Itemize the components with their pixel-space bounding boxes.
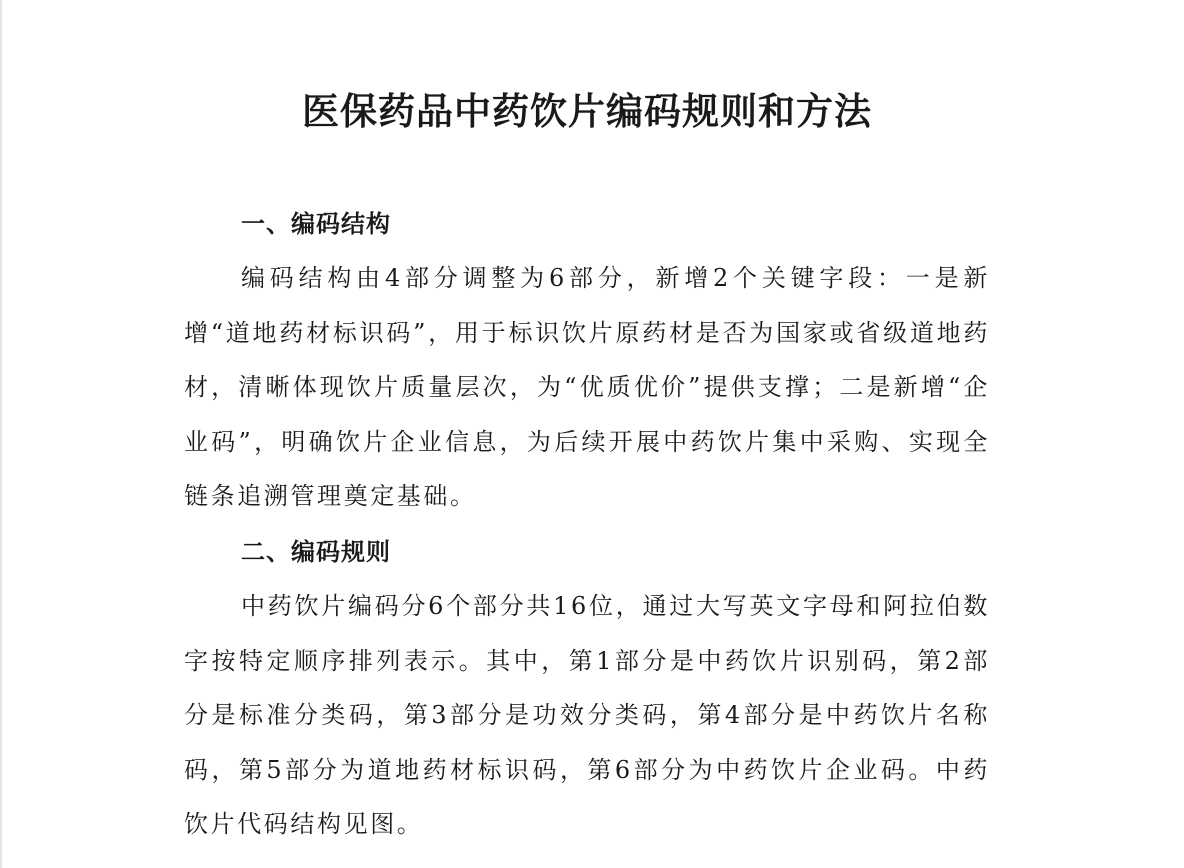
section-heading-encoding-rules: 二、编码规则: [241, 538, 391, 566]
section-paragraph-encoding-structure: 编码结构由4部分调整为6部分，新增2个关键字段：一是新增“道地药材标识码”，用于标识饮片原药材是否为国家或省级道地药材，清晰体现饮片质量层次，为“优质优价”提供支撑；二是新增“企业码”，明确饮片企业信息，为后续开展中药饮片集中采购、实现全链条追溯管理奠定基础。: [184, 264, 990, 511]
section-paragraph-encoding-rules: 中药饮片编码分6个部分共16位，通过大写英文字母和阿拉伯数字按特定顺序排列表示。其中，第1部分是中药饮片识别码，第2部分是标准分类码，第3部分是功效分类码，第4部分是中药饮片名称码，第5部分为道地药材标识码，第6部分为中药饮片企业码。中药饮片代码结构见图。: [184, 592, 990, 839]
document-title: 医保药品中药饮片编码规则和方法: [302, 89, 872, 133]
section-heading-encoding-structure: 一、编码结构: [241, 210, 391, 238]
